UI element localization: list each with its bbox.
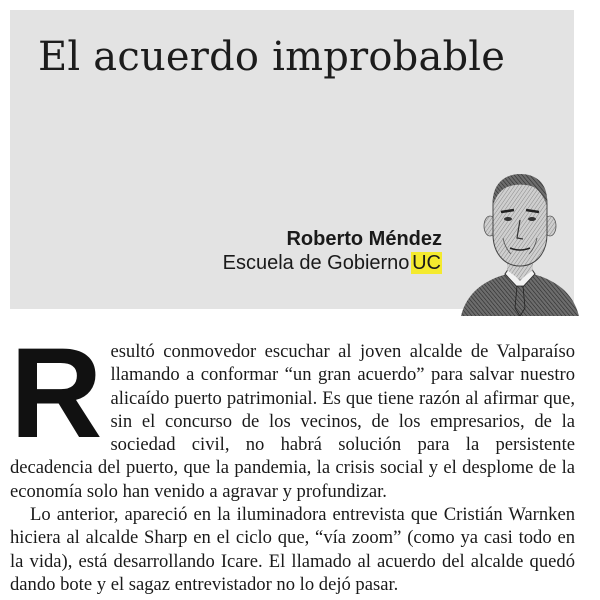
article-title: El acuerdo improbable [38, 34, 506, 80]
article-paragraph-2: Lo anterior, apareció en la iluminadora entrevista que Cristián Warnken hiciera al alcalde Sharp en el ciclo que, “vía zoom” (como ya casi todo en la vida), está desarrollando Icare. El llamado al acuerdo del alcalde quedó dando bote y el sagaz entrevistador no lo dejó pasar. [10, 504, 575, 595]
affiliation-highlight: UC [412, 252, 441, 274]
article-header [10, 10, 574, 309]
affiliation-text: Escuela de Gobierno [222, 252, 410, 274]
paragraph-1-text: esultó conmovedor escuchar al joven alcalde de Valparaíso llamando a conformar “un gran acuerdo” para salvar nuestro alicaído puerto patrimonial. Es que tiene razón al afirmar que, sin el concurso de los vecinos, de los empresarios, de la sociedad civil, no habrá solución para la persistente decadencia del puerto, que la pandemia, la crisis social y el desplome de la economía solo han venido a agravar y profundizar. [10, 341, 575, 502]
drop-cap: R [10, 322, 103, 465]
author-portrait [457, 168, 583, 316]
author-byline [223, 227, 442, 275]
article-paragraph-1 [10, 322, 575, 503]
article-body [10, 322, 575, 596]
author-affiliation [223, 251, 442, 275]
author-name: Roberto Méndez [286, 228, 442, 250]
